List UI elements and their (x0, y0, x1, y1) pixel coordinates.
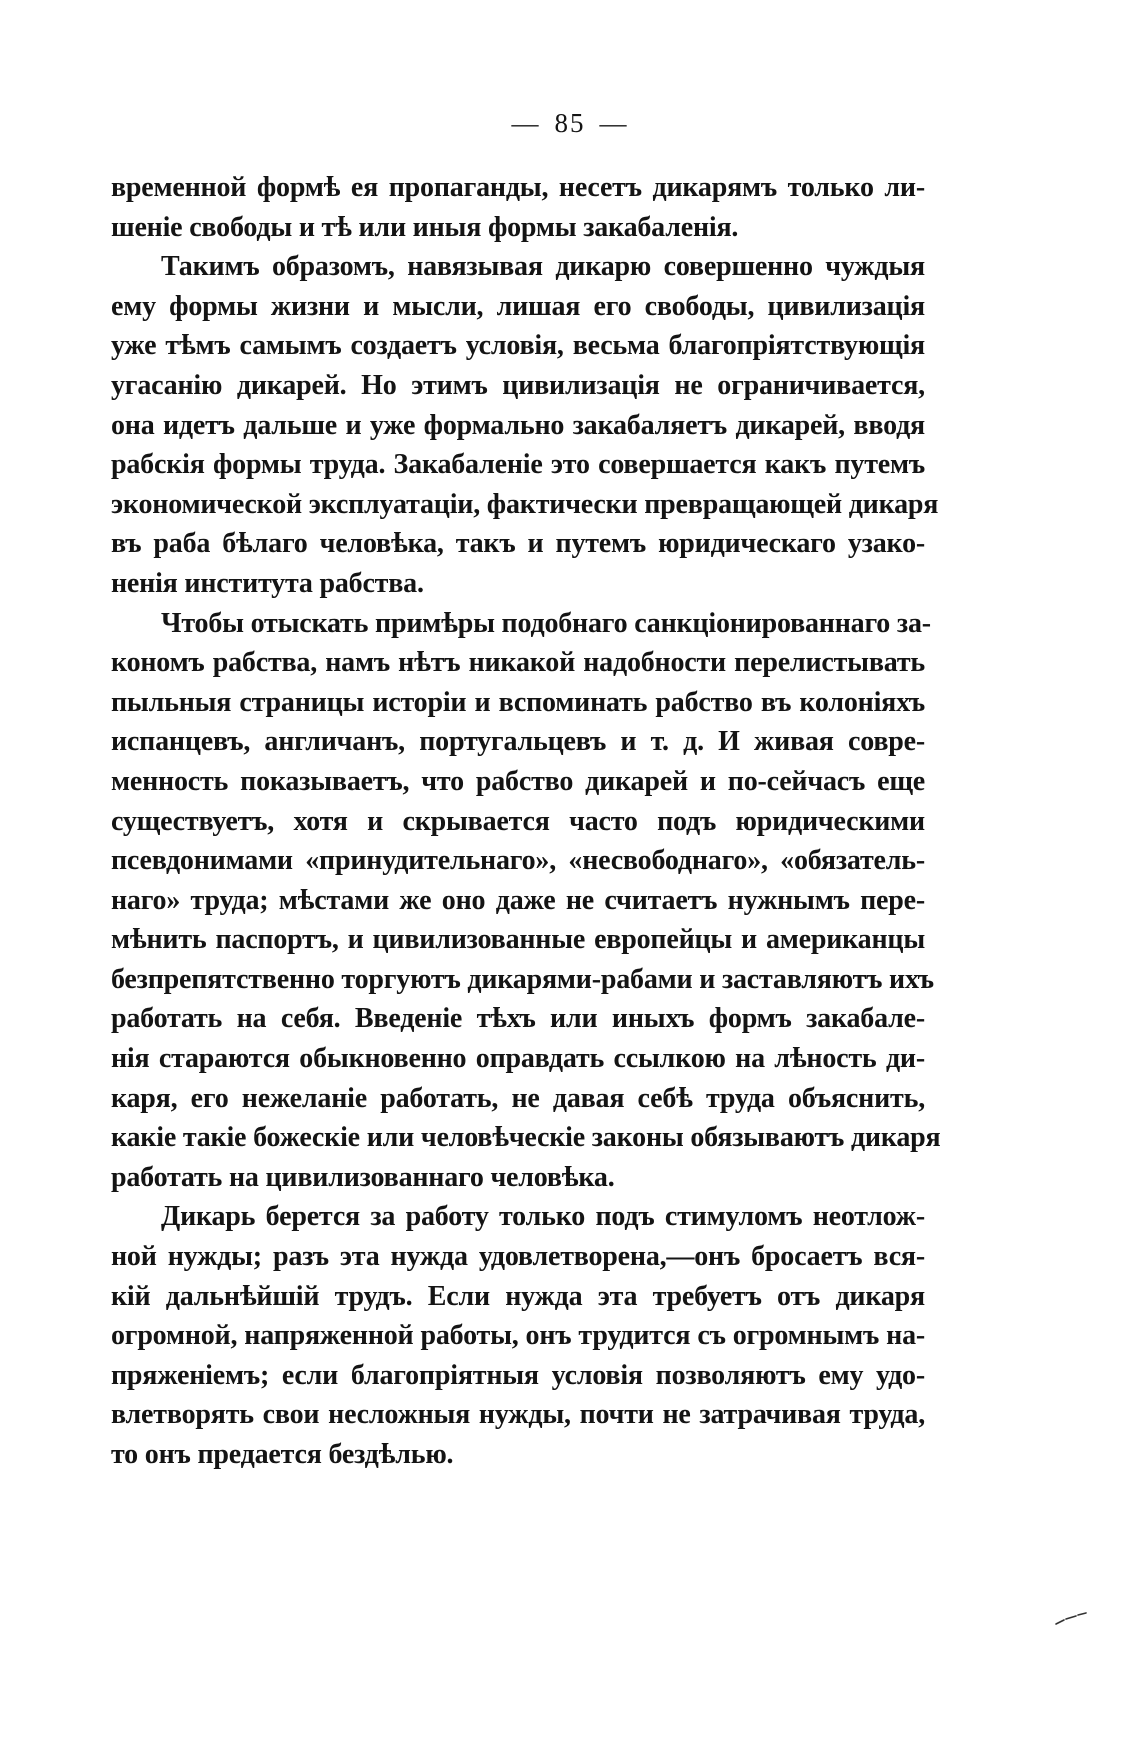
text-line: Такимъ образомъ, навязывая дикарю совершенно чуждыя (161, 251, 925, 283)
text-line: уже тѣмъ самымъ создаетъ условія, весьма благопріятствующія (111, 330, 925, 362)
text-line: Чтобы отыскать примѣры подобнаго санкціонированнаго за- (161, 607, 931, 639)
text-line: временной формѣ ея пропаганды, несетъ дикарямъ только ли- (111, 172, 925, 203)
text-line: испанцевъ, англичанъ, португальцевъ и т. д. И живая совре- (111, 726, 925, 758)
text-line: она идетъ дальше и уже формально закабаляетъ дикарей, вводя (111, 409, 925, 441)
text-line: въ раба бѣлаго человѣка, такъ и путемъ юридическаго узако- (111, 528, 925, 560)
text-line: пряженіемъ; если благопріятныя условія позволяютъ ему удо- (111, 1359, 925, 1391)
text-line: шеніе свободы и тѣ или иныя формы закабаленія. (111, 211, 739, 243)
paragraph (111, 168, 925, 247)
text-line: кій дальнѣйшій трудъ. Если нужда эта требуетъ отъ дикаря (111, 1280, 925, 1312)
text-line: пыльныя страницы исторіи и вспоминать рабство въ колоніяхъ (111, 686, 925, 718)
text-line: ненія института рабства. (111, 567, 424, 599)
text-line: каря, его нежеланіе работать, не давая себѣ труда объяснить, (111, 1082, 925, 1114)
text-line: безпрепятственно торгуютъ дикарями-рабами и заставляютъ ихъ (111, 963, 934, 995)
page-number: 85 (554, 108, 586, 138)
text-line: огромной, напряженной работы, онъ трудится съ огромнымъ на- (111, 1320, 925, 1352)
text-line: Дикарь берется за работу только подъ стимуломъ неотлож- (161, 1201, 925, 1233)
ink-mark-icon (1054, 1612, 1088, 1626)
text-line: ной нужды; разъ эта нужда удовлетворена,—онъ бросаетъ вся- (111, 1241, 925, 1273)
text-line: ему формы жизни и мысли, лишая его свободы, цивилизація (111, 290, 925, 322)
text-line: влетворять свои несложныя нужды, почти не затрачивая труда, (111, 1399, 925, 1431)
text-line: угасанію дикарей. Но этимъ цивилизація не ограничивается, (111, 369, 925, 401)
paragraph (111, 247, 939, 603)
text-line: нія стараются обыкновенно оправдать ссылкою на лѣность ди- (111, 1043, 925, 1075)
text-line: наго» труда; мѣстами же оно даже не считаетъ нужнымъ пере- (111, 884, 925, 916)
text-line: мѣнить паспортъ, и цивилизованные европейцы и американцы (111, 924, 925, 956)
paragraph (111, 604, 941, 1198)
text-line: рабскія формы труда. Закабаленіе это совершается какъ путемъ (111, 449, 925, 481)
header-dash-right: — (599, 108, 629, 138)
text-line: то онъ предается бездѣлью. (111, 1439, 454, 1470)
text-line: работать на цивилизованнаго человѣка. (111, 1161, 615, 1193)
page-header (0, 108, 1140, 139)
body-text (111, 168, 941, 1475)
text-line: существуетъ, хотя и скрывается часто подъ юридическими (111, 805, 925, 837)
text-line: кономъ рабства, намъ нѣтъ никакой надобности перелистывать (111, 647, 925, 679)
text-line: какіе такіе божескіе или человѣческіе законы обязываютъ дикаря (111, 1122, 941, 1154)
text-line: псевдонимами «принудительнаго», «несвободнаго», «обязатель- (111, 845, 925, 877)
text-line: работать на себя. Введеніе тѣхъ или иныхъ формъ закабале- (111, 1003, 925, 1035)
text-line: менность показываетъ, что рабство дикарей и по-сейчасъ еще (111, 765, 925, 797)
text-line: экономической эксплуатаціи, фактически превращающей дикаря (111, 488, 939, 520)
header-dash-left: — (511, 108, 541, 138)
paragraph (111, 1197, 925, 1474)
